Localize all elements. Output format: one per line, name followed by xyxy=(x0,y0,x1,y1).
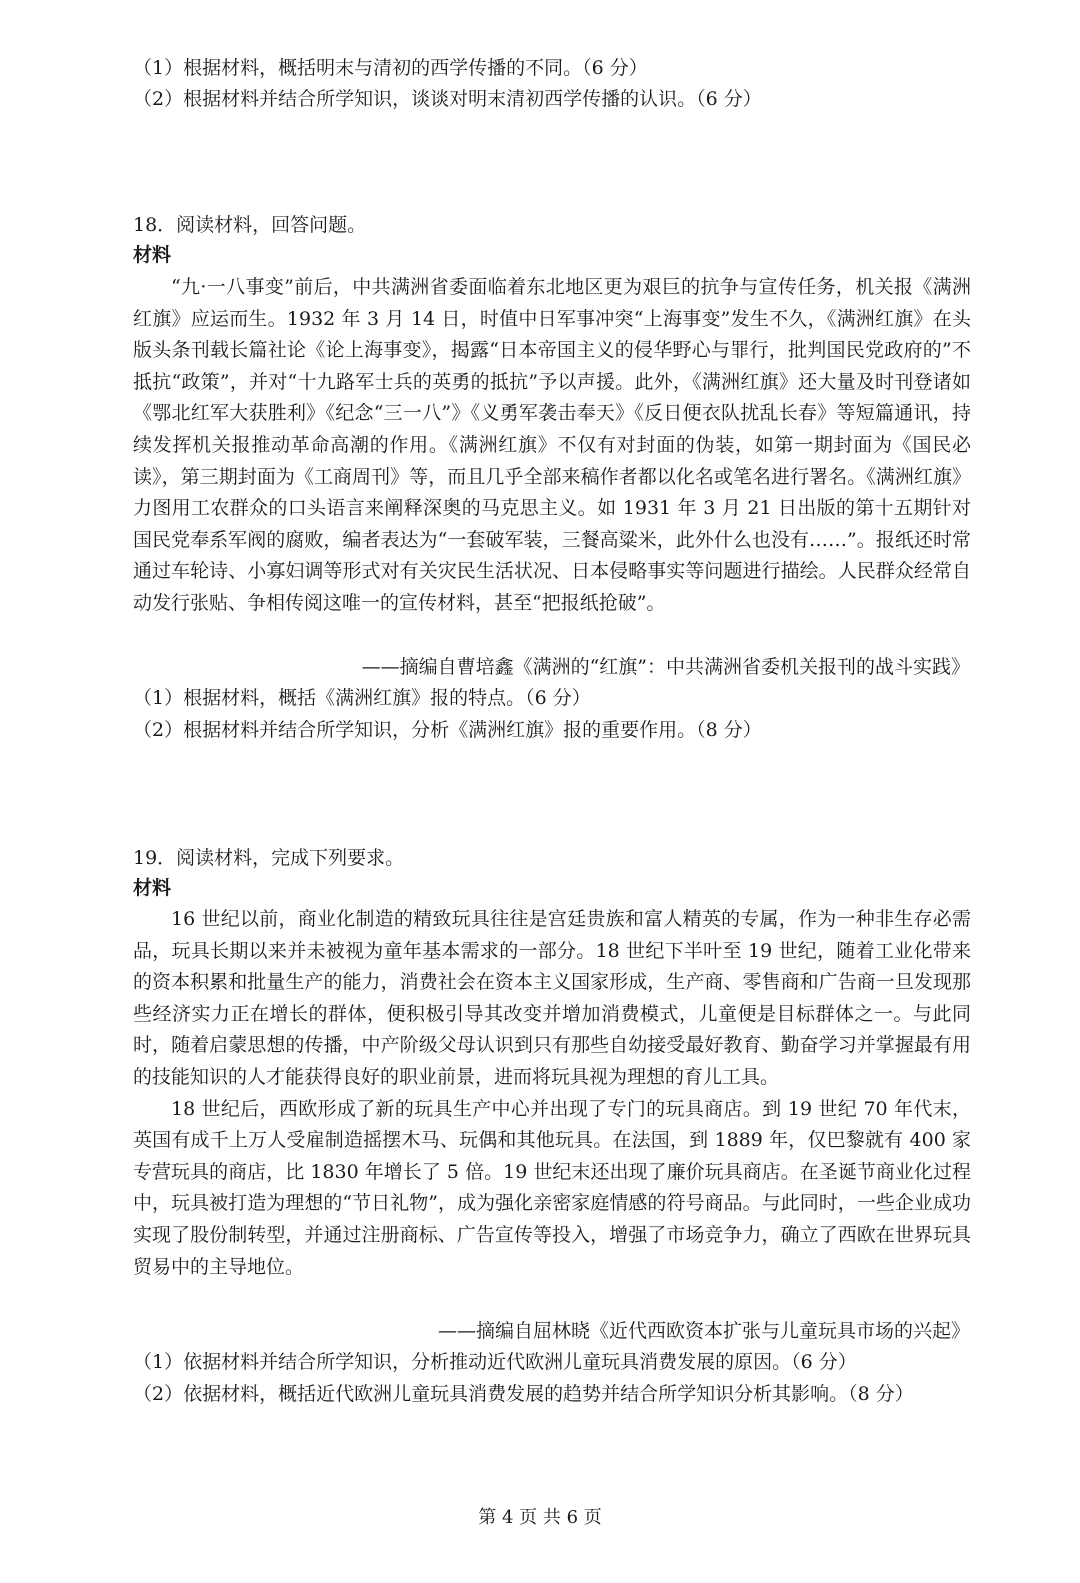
q19-source: ——摘编自屈林晓《近代西欧资本扩张与儿童玩具市场的兴起》 xyxy=(437,1320,970,1342)
q18-source: ——摘编自曹培鑫《满洲的“红旗”：中共满洲省委机关报刊的战斗实践》 xyxy=(361,656,970,678)
q19-paragraph-2: 18 世纪后，西欧形成了新的玩具生产中心并出现了专门的玩具商店。到 19 世纪 70 年代末，英国有成千上万人受雇制造摇摆木马、玩偶和其他玩具。在法国，到 1889 年，仅巴黎就有 400 家专营玩具的商店，比 1830 年增长了 5 倍。19 世纪末还出现了廉价玩具商店。在圣诞节商业化过程中，玩具被打造为理想的“节日礼物”，成为强化亲密家庭情感的符号商品。与此同时，一些企业成功实现了股份制转型，并通过注册商标、广告宣传等投入，增强了市场竞争力，确立了西欧在世界玩具贸易中的主导地位。 xyxy=(133,1097,971,1278)
q18-subquestion-1: （1）根据材料，概括《满洲红旗》报的特点。（6 分） xyxy=(133,687,591,709)
q19-paragraph-1: 16 世纪以前，商业化制造的精致玩具往往是宫廷贵族和富人精英的专属，作为一种非生存必需品，玩具长期以来并未被视为童年基本需求的一部分。18 世纪下半叶至 19 世纪，随着工业化带来的资本积累和批量生产的能力，消费社会在资本主义国家形成，生产商、零售商和广告商一旦发现那些经济实力正在增长的群体，便积极引导其改变并增加消费模式，儿童便是目标群体之一。与此同时，随着启蒙思想的传播，中产阶级父母认识到只有那些自幼接受最好教育、勤奋学习并掌握最有用的技能知识的人才能获得良好的职业前景，进而将玩具视为理想的育儿工具。 xyxy=(133,908,971,1088)
q17-subquestion-2: （2）根据材料并结合所学知识，谈谈对明末清初西学传播的认识。（6 分） xyxy=(133,88,762,110)
page-number: 第 4 页 共 6 页 xyxy=(478,1507,602,1528)
q19-stem: 19．阅读材料，完成下列要求。 xyxy=(133,847,405,869)
q19-material xyxy=(133,904,971,1283)
q17-subquestion-1: （1）根据材料，概括明末与清初的西学传播的不同。（6 分） xyxy=(133,57,648,79)
q19-material-label: 材料 xyxy=(133,877,172,899)
q18-subquestion-2: （2）根据材料并结合所学知识，分析《满洲红旗》报的重要作用。（8 分） xyxy=(133,719,762,741)
q19-subquestion-2: （2）依据材料，概括近代欧洲儿童玩具消费发展的趋势并结合所学知识分析其影响。（8 分） xyxy=(133,1383,914,1405)
q19-subquestion-1: （1）依据材料并结合所学知识，分析推动近代欧洲儿童玩具消费发展的原因。（6 分） xyxy=(133,1351,857,1373)
q18-stem: 18．阅读材料，回答问题。 xyxy=(133,214,367,236)
q18-material-label: 材料 xyxy=(133,244,172,266)
q18-material xyxy=(133,272,971,620)
q18-paragraph: “九·一八事变”前后，中共满洲省委面临着东北地区更为艰巨的抗争与宣传任务，机关报《满洲红旗》应运而生。1932 年 3 月 14 日，时值中日军事冲突“上海事变”发生不久，《满洲红旗》在头版头条刊载长篇社论《论上海事变》，揭露“日本帝国主义的侵华野心与罪行，批判国民党政府的”不抵抗“政策”，并对“十九路军士兵的英勇的抵抗”予以声援。此外，《满洲红旗》还大量及时刊登诸如《鄂北红军大获胜利》《纪念“三一八”》《义勇军袭击奉天》《反日便衣队扰乱长春》等短篇通讯，持续发挥机关报推动革命高潮的作用。《满洲红旗》不仅有对封面的伪装，如第一期封面为《国民必读》，第三期封面为《工商周刊》等，而且几乎全部来稿作者都以化名或笔名进行署名。《满洲红旗》力图用工农群众的口头语言来阐释深奥的马克思主义。如 1931 年 3 月 21 日出版的第十五期针对国民党奉系军阀的腐败，编者表达为“一套破军装，三餐高粱米，此外什么也没有……”。报纸还时常通过车轮诗、小寡妇调等形式对有关灾民生活状况、日本侵略事实等问题进行描绘。人民群众经常自动发行张贴、争相传阅这唯一的宣传材料，甚至“把报纸抢破”。 xyxy=(133,276,971,614)
